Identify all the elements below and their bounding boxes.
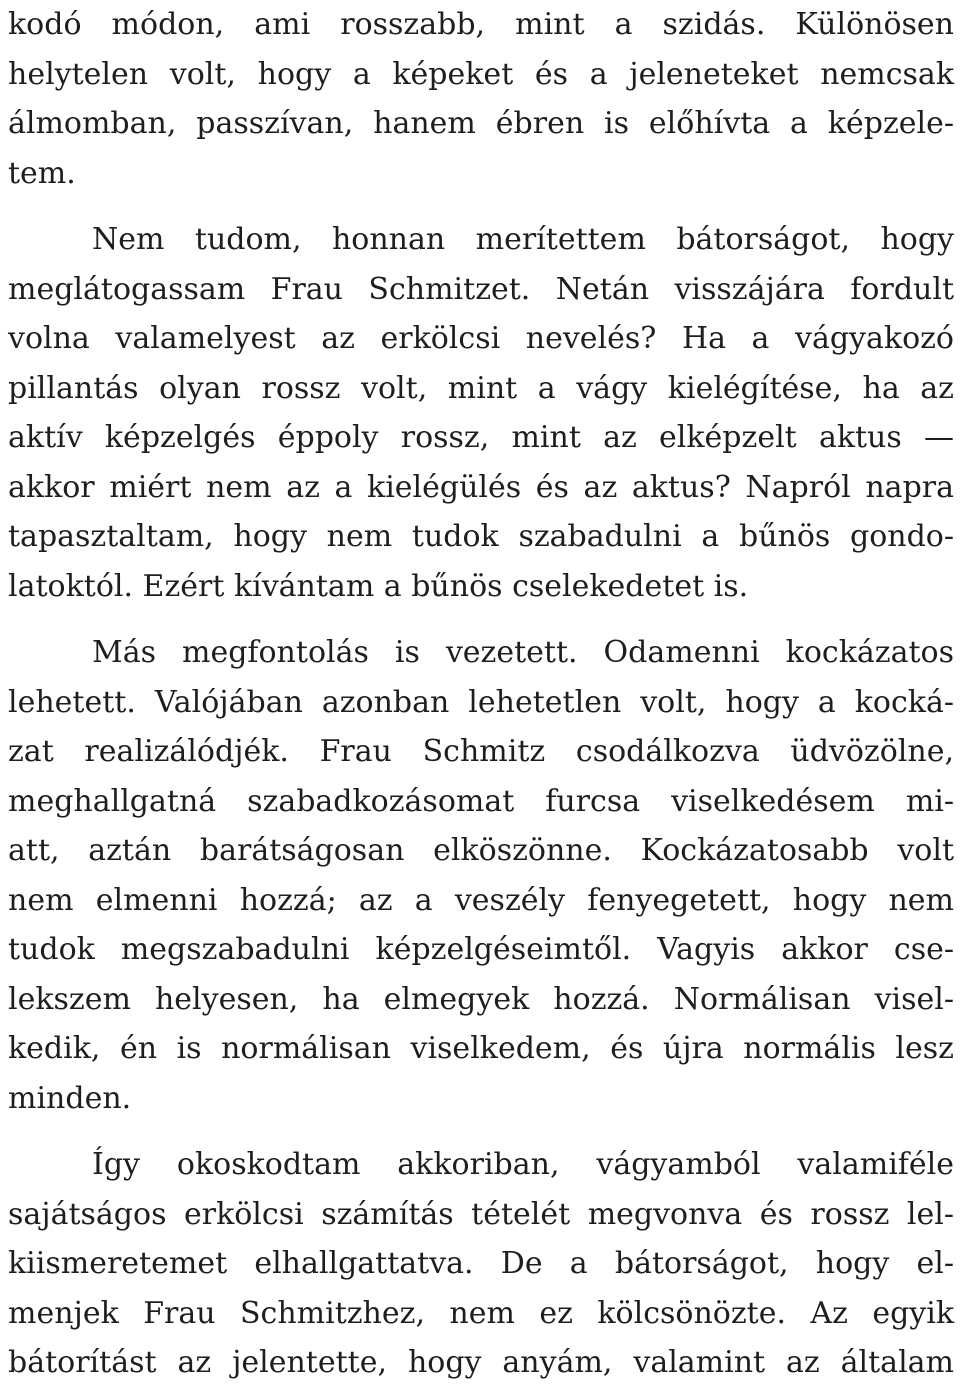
- text-line: pillantás olyan rossz volt, mint a vágy kielégítése, ha az: [8, 370, 954, 406]
- text-line: minden.: [8, 1080, 132, 1116]
- text-line: nem elmenni hozzá; az a veszély fenyegetett, hogy nem: [8, 882, 954, 918]
- text-line: kiismeretemet elhallgattatva. De a bátorságot, hogy el-: [8, 1246, 954, 1281]
- text-line: zat realizálódjék. Frau Schmitz csodálkozva üdvözölne,: [8, 734, 954, 769]
- paragraph-4: [8, 1140, 954, 1388]
- text-line: volna valamelyest az erkölcsi nevelés? Ha a vágyakozó: [8, 321, 954, 356]
- text-line: lekszem helyesen, ha elmegyek hozzá. Normálisan visel-: [8, 981, 954, 1017]
- text-line: lehetett. Valójában azonban lehetetlen volt, hogy a kocká-: [8, 684, 954, 720]
- text-line: meglátogassam Frau Schmitzet. Netán visszájára fordult: [8, 271, 954, 307]
- text-line: latoktól. Ezért kívántam a bűnös cselekedetet is.: [8, 568, 749, 604]
- text-line: bátorítást az jelentette, hogy anyám, valamint az általam: [8, 1345, 954, 1380]
- text-line: Más megfontolás is vezetett. Odamenni kockázatos: [92, 635, 954, 670]
- paragraph-3: [8, 628, 954, 1123]
- text-line: att, aztán barátságosan elköszönne. Kockázatosabb volt: [8, 833, 954, 868]
- text-line: Nem tudom, honnan merítettem bátorságot, hogy: [92, 222, 954, 257]
- book-page: [8, 0, 954, 1388]
- paragraph-2: [8, 215, 954, 611]
- text-line: tudok megszabadulni képzelgéseimtől. Vagyis akkor cse-: [8, 932, 954, 967]
- text-line: aktív képzelgés éppoly rossz, mint az elképzelt aktus —: [8, 420, 954, 455]
- text-line: kedik, én is normálisan viselkedem, és újra normális lesz: [8, 1031, 954, 1066]
- text-line: kodó módon, ami rosszabb, mint a szidás. Különösen: [8, 7, 954, 42]
- text-line: helytelen volt, hogy a képeket és a jeleneteket nemcsak: [8, 56, 954, 92]
- paragraph-1: [8, 0, 954, 198]
- text-line: tem.: [8, 155, 76, 191]
- text-line: akkor miért nem az a kielégülés és az aktus? Napról napra: [8, 469, 954, 505]
- text-line: álmomban, passzívan, hanem ébren is előhívta a képzele-: [8, 106, 954, 141]
- text-line: tapasztaltam, hogy nem tudok szabadulni a bűnös gondo-: [8, 519, 954, 554]
- text-line: menjek Frau Schmitzhez, nem ez kölcsönözte. Az egyik: [8, 1295, 954, 1331]
- text-line: Így okoskodtam akkoriban, vágyamból valamiféle: [92, 1147, 954, 1182]
- text-line: meghallgatná szabadkozásomat furcsa viselkedésem mi-: [8, 783, 954, 819]
- text-line: sajátságos erkölcsi számítás tételét megvonva és rossz lel-: [8, 1196, 954, 1232]
